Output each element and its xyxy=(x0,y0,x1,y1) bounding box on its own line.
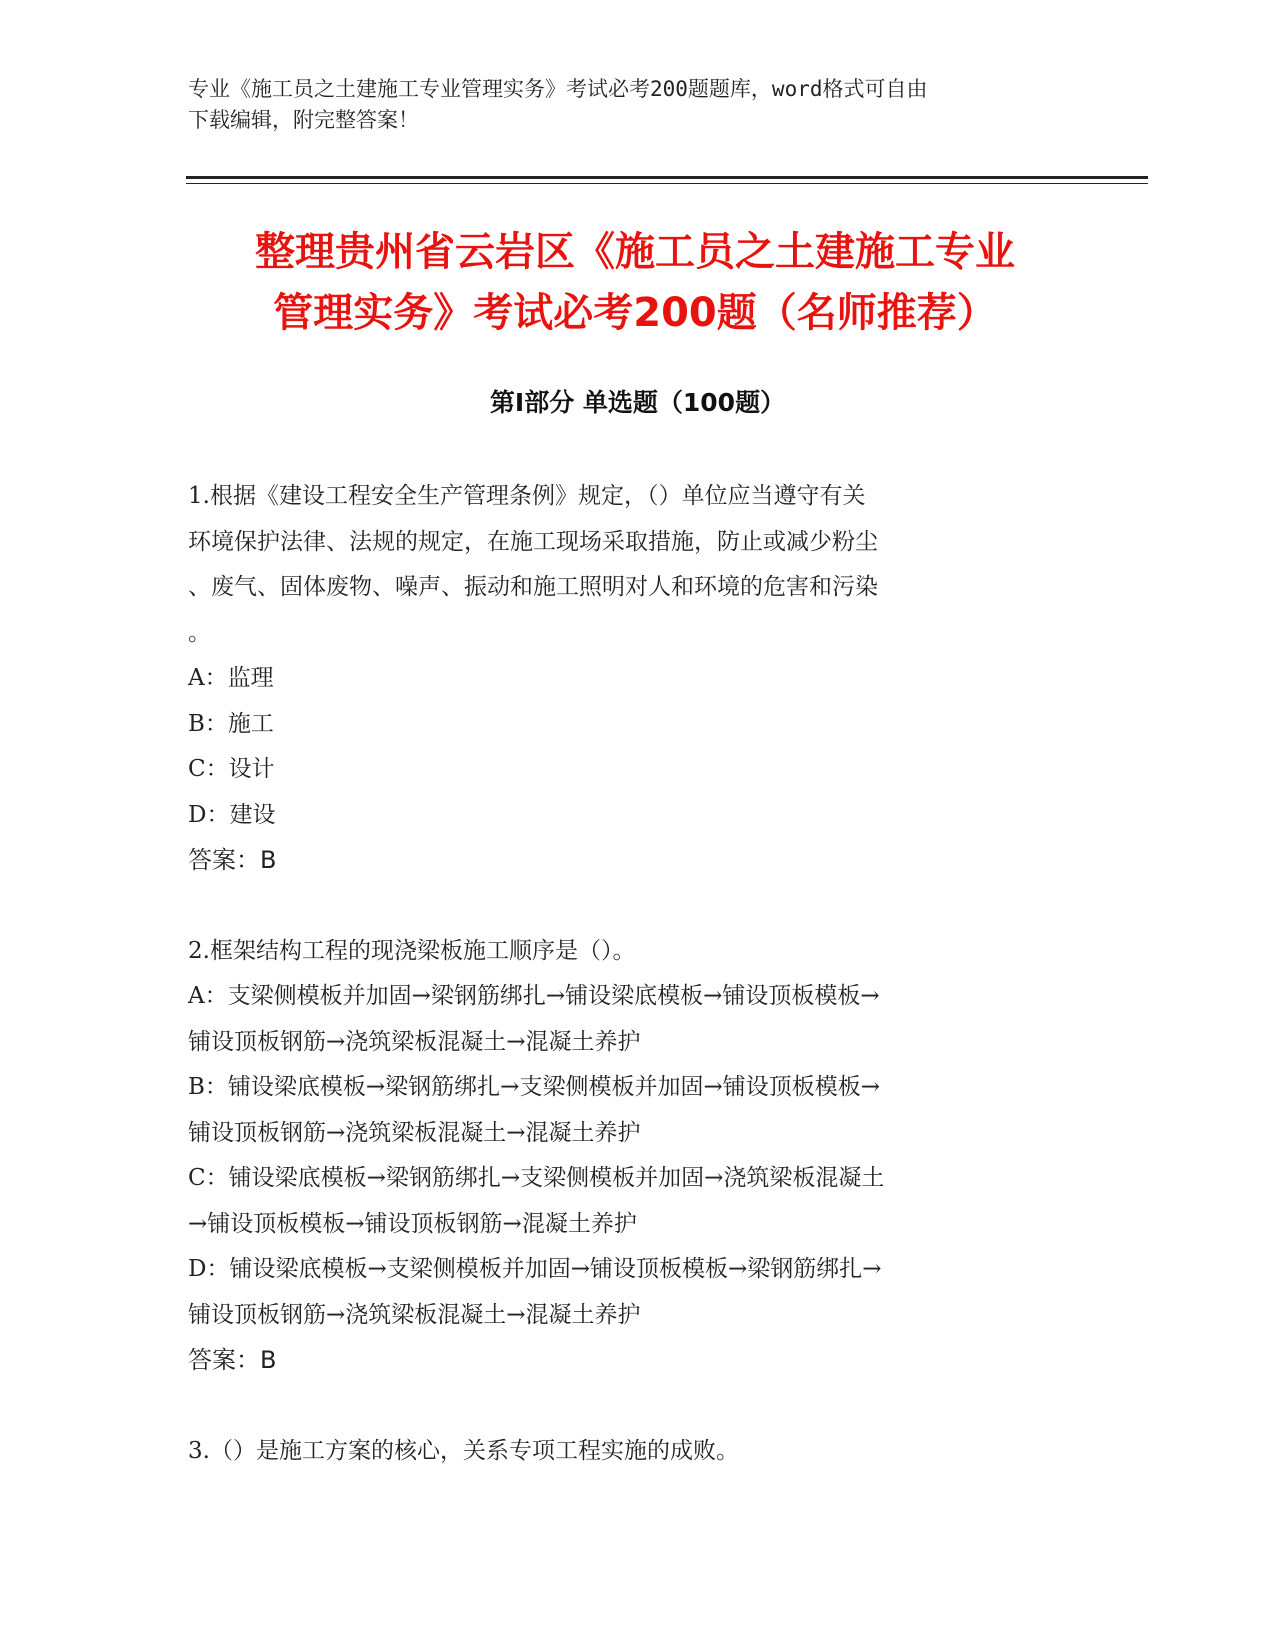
option-c: C：铺设梁底模板→梁钢筋绑扎→支梁侧模板并加固→浇筑梁板混凝土 xyxy=(188,1165,885,1191)
question-stem: 3.（）是施工方案的核心，关系专项工程实施的成败。 xyxy=(188,1437,739,1464)
document-title-line: 管理实务》考试必考200题（名师推荐） xyxy=(273,290,997,336)
option-a: A：支梁侧模板并加固→梁钢筋绑扎→铺设梁底模板→铺设顶板模板→ xyxy=(188,983,880,1009)
question-stem: 2.框架结构工程的现浇梁板施工顺序是（）。 xyxy=(188,937,636,964)
option-a: A：监理 xyxy=(188,665,274,691)
question-stem: 环境保护法律、法规的规定，在施工现场采取措施，防止或减少粉尘 xyxy=(188,528,878,555)
question-list xyxy=(188,474,1088,1474)
option-b-continued: 铺设顶板钢筋→浇筑梁板混凝土→混凝土养护 xyxy=(188,1119,641,1146)
header-divider-thin xyxy=(186,183,1148,184)
question-stem: 、废气、固体废物、噪声、振动和施工照明对人和环境的危害和污染 xyxy=(188,574,878,600)
header-note-line: 专业《施工员之土建施工专业管理实务》考试必考200题题库，word格式可自由 xyxy=(188,77,928,101)
spacer xyxy=(188,884,1088,929)
question-1 xyxy=(188,474,1088,884)
header-note-line: 下载编辑，附完整答案！ xyxy=(188,108,419,132)
answer: 答案：B xyxy=(188,1346,277,1374)
question-stem: 1.根据《建设工程安全生产管理条例》规定，（）单位应当遵守有关 xyxy=(188,483,866,509)
option-d: D：铺设梁底模板→支梁侧模板并加固→铺设顶板模板→梁钢筋绑扎→ xyxy=(188,1256,882,1282)
option-b: B：铺设梁底模板→梁钢筋绑扎→支梁侧模板并加固→铺设顶板模板→ xyxy=(188,1074,880,1100)
question-stem: 。 xyxy=(188,619,211,646)
option-b: B：施工 xyxy=(188,710,274,737)
question-3 xyxy=(188,1429,1088,1475)
option-c: C：设计 xyxy=(188,756,275,782)
document-title xyxy=(190,222,1080,344)
header-note xyxy=(188,74,1088,136)
option-a-continued: 铺设顶板钢筋→浇筑梁板混凝土→混凝土养护 xyxy=(188,1028,641,1055)
document-title-line: 整理贵州省云岩区《施工员之土建施工专业 xyxy=(255,229,1015,275)
option-d: D：建设 xyxy=(188,801,276,828)
answer: 答案：B xyxy=(188,846,277,874)
header-divider-thick xyxy=(186,176,1148,179)
option-c-continued: →铺设顶板模板→铺设顶板钢筋→混凝土养护 xyxy=(188,1210,637,1237)
section-heading: 第Ⅰ部分 单选题（100题） xyxy=(489,388,786,417)
option-d-continued: 铺设顶板钢筋→浇筑梁板混凝土→混凝土养护 xyxy=(188,1301,641,1328)
spacer xyxy=(188,1384,1088,1429)
question-2 xyxy=(188,929,1088,1384)
